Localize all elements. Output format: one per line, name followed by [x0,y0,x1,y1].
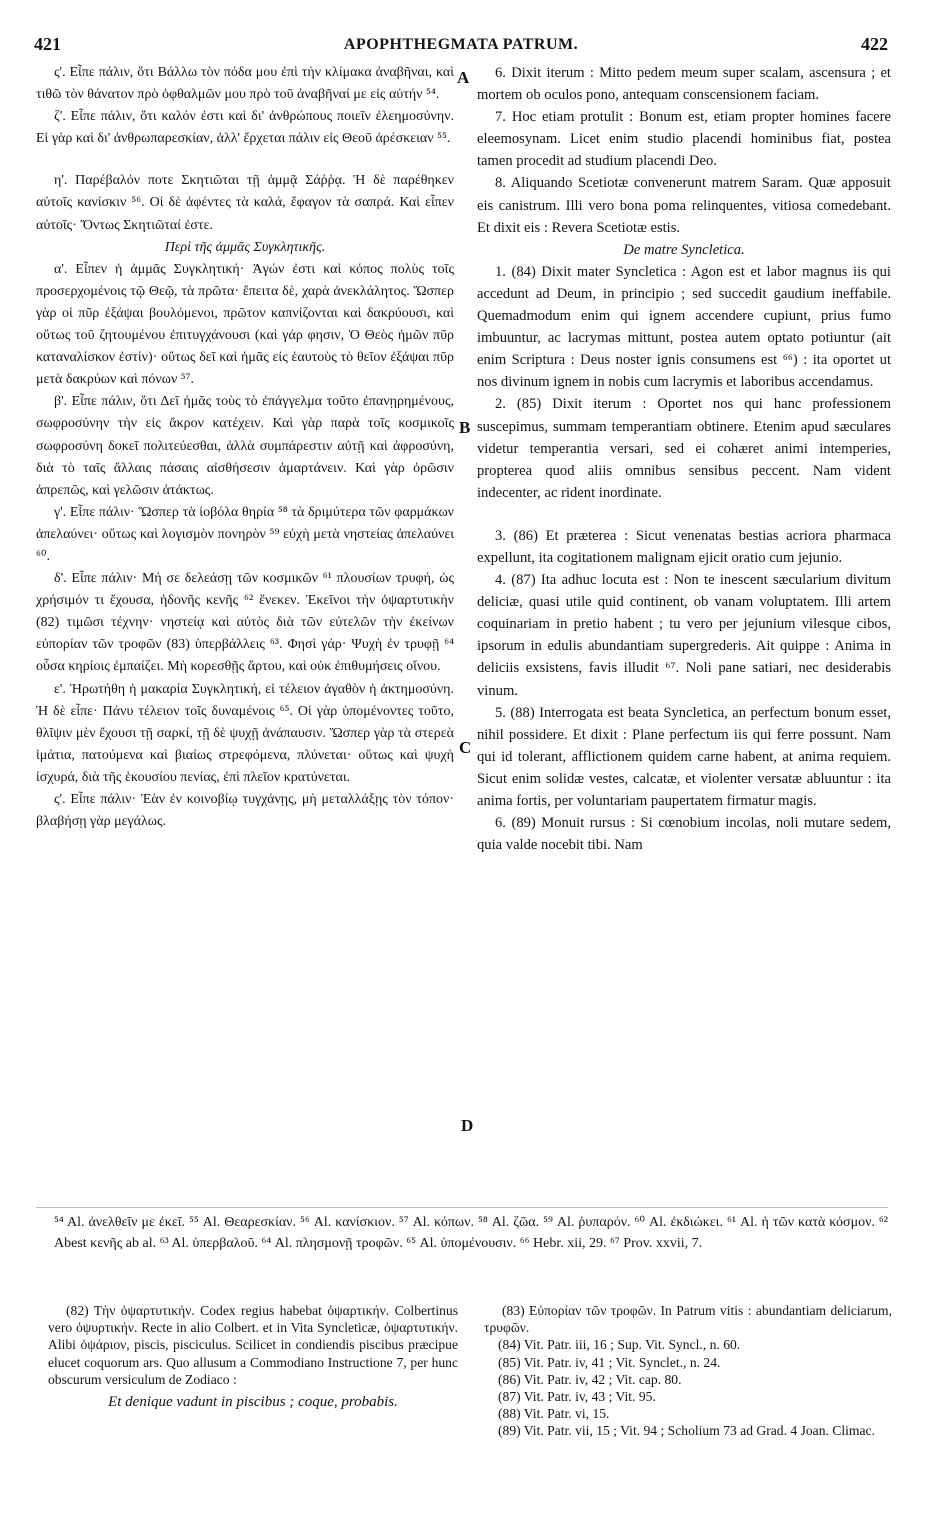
page-header [34,34,888,58]
greek-para-5: ε'. Ἠρωτήθη ἡ μακαρία Συγκλητική, εἰ τέλειον ἀγαθὸν ἡ ἀκτημοσύνη. Ἡ δὲ εἶπε· Πάνυ τέλειον τοῖς δυναμένοις ⁶⁵. Οἱ γὰρ ὑπομένοντες τοῦτο, θλῖψιν μὲν ἔχουσι τῇ σαρκί, τῇ δὲ ψυχῇ ἀνάπαυσιν. Ὥσπερ γὰρ τὰ στερεὰ ἱμάτια, πατούμενα καὶ βιαίως στρεφόμενα, πλύνεται· οὕτως καὶ ψυχὴ ἰσχυρά, διὰ τῆς ἑκουσίου πενίας, ἐπὶ πλεῖον κρατύνεται. [36,681,454,785]
page-number-left: 421 [34,34,61,54]
margin-letter-c: C [459,738,472,757]
greek-para-3: γ'. Εἶπε πάλιν· Ὥσπερ τὰ ἰοβόλα θηρία ⁵⁸ τὰ δριμύτερα τῶν φαρμάκων ἀπελαύνει· οὕτως καὶ λογισμὸν πονηρὸν ⁵⁹ εὐχὴ μετὰ νηστείας ἀπελαύνει ⁶⁰. [36,504,454,564]
latin-section-title: De matre Syncletica. [623,241,745,258]
variant-readings-text: ⁵⁴ Al. ἀνελθεῖν με ἐκεῖ. ⁵⁵ Al. Θεαρεσκίαν. ⁵⁶ Al. κανίσκιον. ⁵⁷ Al. κόπων. ⁵⁸ Al. ζῶα. ⁵⁹ Al. ῥυπαρόν. ⁶⁰ Al. ἐκδιώκει. ⁶¹ Al. ἡ τῶν κατὰ κόσμον. ⁶² Abest κενῆς ab al. ⁶³ Al. ὑπερβαλοῦ. ⁶⁴ Al. πλησμονῇ τροφῶν. ⁶⁵ Al. ὑπομένουσιν. ⁶⁶ Hebr. xii, 29. ⁶⁷ Prov. xxvii, 7. [54,1215,888,1251]
notes-left [48,1302,458,1411]
greek-para-6b: ς'. Εἶπε πάλιν· Ἐὰν ἐν κοινοβίῳ τυγχάνῃς, μὴ μεταλλάξῃς τὸν τόπον· βλαβήσῃ γὰρ μεγάλως. [36,792,454,830]
latin-para-6: 6. Dixit iterum : Mitto pedem meum super scalam, ascensura ; et mortem ob oculos pono, antequam conscensionem faciam. [477,65,891,104]
latin-para-3: 3. (86) Et præterea : Sicut venenatas bestias acriora pharmaca expellunt, ita cogitationem malignam ejicit oratio cum jejunio. [477,527,891,566]
latin-para-4: 4. (87) Ita adhuc locuta est : Non te inescent sæcularium divitum deliciæ, quasi utile quid continent, ob vanam voluptatem. Illi artem coquinariam in pretio habent ; tu vero per jejunium vilesque cibos, ipsorum in edulis abundantiam supergrederis. Ait quippe : Anima in deliciis exsistens, favis illudit ⁶⁷. Noli pane satiari, nec desiderabis vinum. [477,572,891,699]
greek-para-7: ζ'. Εἶπε πάλιν, ὅτι καλόν ἐστι καὶ δι' ἀνθρώπους ποιεῖν ἐλεημοσύνην. Εἰ γὰρ καὶ δι' ἀνθρωπαρεσκίαν, ἀλλ' ἔρχεται πάλιν εἰς Θεοῦ ἀρέσκειαν ⁵⁵. [36,109,454,147]
ref-88: (88) Vit. Patr. vi, 15. [498,1406,610,1422]
latin-para-6b: 6. (89) Monuit rursus : Si cœnobium incolas, noli mutare sedem, quia valde nocebit tibi. Nam [477,815,891,854]
greek-para-4: δ'. Εἶπε πάλιν· Μή σε δελεάσῃ τῶν κοσμικῶν ⁶¹ πλουσίων τρυφή, ὡς χρήσιμόν τι ἔχουσα, ἡδονῆς κενῆς ⁶² ἕνεκεν. Ἐκεῖνοι τὴν ὀψαρτυτικὴν (82) τιμῶσι τέχνην· νηστείᾳ καὶ αὐτὸς διὰ τῶν εὐτελῶν τὴν ἐκείνων εὐπορίαν τῶν τροφῶν (83) ὑπερβάλλεις ⁶³. Φησὶ γάρ· Ψυχὴ ἐν τρυφῇ ⁶⁴ οὖσα κηρίοις ἐμπαίζει. Μὴ κορεσθῇς ἄρτου, καὶ οὐκ ἐπιθυμήσεις οἴνου. [36,571,454,675]
latin-para-1: 1. (84) Dixit mater Syncletica : Agon est et labor magnus iis qui accedunt ad Deum, in principio ; sed succedit gaudium ineffabile. Quemadmodum enim qui ignem accendere cupiunt, prius fumo imbuuntur, ac lacrymas mittunt, postea autem optato potiuntur (ait enim Scriptura : Deus noster ignis consumens est ⁶⁶) : ita oportet ut nos divinum ignem in nobis cum lacrymis et laboribus accendamus. [477,263,891,391]
greek-column [36,62,454,833]
ref-87: (87) Vit. Patr. iv, 43 ; Vit. 95. [498,1389,656,1405]
variant-readings [54,1212,888,1254]
latin-column [477,62,891,856]
latin-para-8: 8. Aliquando Scetiotæ convenerunt matrem Saram. Quæ apposuit eis canistrum. Illi vero bona poma relinquentes, vitiosa comedebant. Et dixit eis : Revera Scetiotæ estis. [477,175,891,236]
greek-para-6: ς'. Εἶπε πάλιν, ὅτι Βάλλω τὸν πόδα μου ἐπὶ τὴν κλίμακα ἀναβῆναι, καὶ τιθῶ τὸν θάνατον πρὸ ὀφθαλμῶν μου πρὸ τοῦ ἀναβῆναί με εἰς αὐτήν ⁵⁴. [36,65,454,103]
running-title: APOPHTHEGMATA PATRUM. [343,36,579,53]
ref-89: (89) Vit. Patr. vii, 15 ; Vit. 94 ; Scholium 73 ad Grad. 4 Joan. Climac. [498,1423,875,1439]
latin-para-2: 2. (85) Dixit iterum : Oportet nos qui hanc professionem suscepimus, summam temperantiam obtinere. Etenim apud sæculares videtur temperantia versari, sed ei cohæret animi intemperies, propterea quod aliis omnibus sensibus peccent. Nam vident indecenter, ac rident inordinate. [477,396,891,501]
commodian-verse: Et denique vadunt in piscibus ; coque, probabis. [108,1394,398,1411]
greek-para-1: α'. Εἶπεν ἡ ἀμμᾶς Συγκλητική· Ἀγών ἐστι καὶ κόπος πολὺς τοῖς προσερχομένοις τῷ Θεῷ, τὰ πρῶτα· ἔπειτα δὲ, χαρὰ ἀνεκλάλητος. Ὥσπερ γὰρ οἱ πῦρ ἐξάψαι βουλόμενοι, πρῶτον καπνίζονται καὶ δακρύουσι, καὶ οὕτως τοῦ ζητουμένου ἐπιτυγχάνουσι (καὶ γάρ φησιν, Ὁ Θεὸς ἡμῶν πῦρ καταναλίσκον ἐστίν)· οὕτως δεῖ καὶ ἡμᾶς εἰς ἑαυτοὺς τὸ θεῖον ἐξάψαι πῦρ μετὰ δακρύων καὶ πόνων ⁵⁷. [36,261,454,388]
ref-86: (86) Vit. Patr. iv, 42 ; Vit. cap. 80. [498,1371,682,1387]
page-number-right: 422 [861,34,888,54]
ref-85: (85) Vit. Patr. iv, 41 ; Vit. Synclet., n. 24. [498,1354,721,1370]
margin-letter-a: A [457,68,470,87]
greek-para-2: β'. Εἶπε πάλιν, ὅτι Δεῖ ἡμᾶς τοὺς τὸ ἐπάγγελμα τοῦτο ἐπανῃρημένους, σωφροσύνην τὴν εἰς ἄκρον κατέχειν. Καὶ γὰρ παρὰ τοῖς κοσμικοῖς σωφροσύνη δοκεῖ πολιτεύεσθαι, ἀλλὰ συμπάρεστιν αὐτῇ καὶ ἀφροσύνη, διὰ τὸ ταῖς ἄλλαις πάσαις αἰσθήσεσιν ἁμαρτάνειν. Καὶ γὰρ ὁρῶσιν ἀπρεπῶς, καὶ γελῶσιν ἀτάκτως. [36,394,454,498]
greek-section-title: Περὶ τῆς ἀμμᾶς Συγκλητικῆς. [164,239,326,255]
margin-letter-b: B [459,418,471,437]
note-83: (83) Εὐπορίαν τῶν τροφῶν. In Patrum vitis : abundantiam deliciarum, τρυφῶν. [484,1303,892,1336]
note-82: (82) Τὴν ὀψαρτυτικήν. Codex regius habebat ὀψαρτικήν. Colbertinus vero ὀψυρτικήν. Recte in alio Colbert. et in Vita Syncleticæ, ὀψαρτυτικήν. Alibi ὀψάριον, piscis, pisciculus. Scilicet in condiendis piscibus præcipue elucet coquorum ars. Quo allusum a Commodiano Instructione 7, per hunc obscurum versiculum de Zodiaco : [48,1303,458,1387]
ref-84: (84) Vit. Patr. iii, 16 ; Sup. Vit. Syncl., n. 60. [498,1337,741,1353]
margin-letter-d: D [461,1116,474,1135]
footnote-divider [36,1207,888,1208]
latin-para-7: 7. Hoc etiam protulit : Bonum est, etiam propter homines facere eleemosynam. Licet enim studio placendi hominibus fiat, postea tamen procedit ad studium placendi Deo. [477,109,891,170]
greek-para-8: η'. Παρέβαλόν ποτε Σκητιῶται τῇ ἀμμᾷ Σάῤῥᾳ. Ἡ δὲ παρέθηκεν αὐτοῖς κανίσκιν ⁵⁶. Οἱ δὲ ἀφέντες τὰ καλά, ἔφαγον τὰ σαπρά. Καὶ εἶπεν αὐτοῖς· Ὄντως Σκητιῶταί ἐστε. [36,173,454,233]
latin-para-5: 5. (88) Interrogata est beata Syncletica, an perfectum bonum esset, nihil possidere. Et dixit : Plane perfectum iis qui ferre possunt. Nam qui id tolerant, afflictionem quidem carne habent, at anima requiem. Sicut enim solidæ vestes, calcatæ, et violenter versatæ abluuntur : ita anima fortis, per voluntariam paupertatem firmatur magis. [477,704,891,809]
notes-right [484,1302,892,1440]
